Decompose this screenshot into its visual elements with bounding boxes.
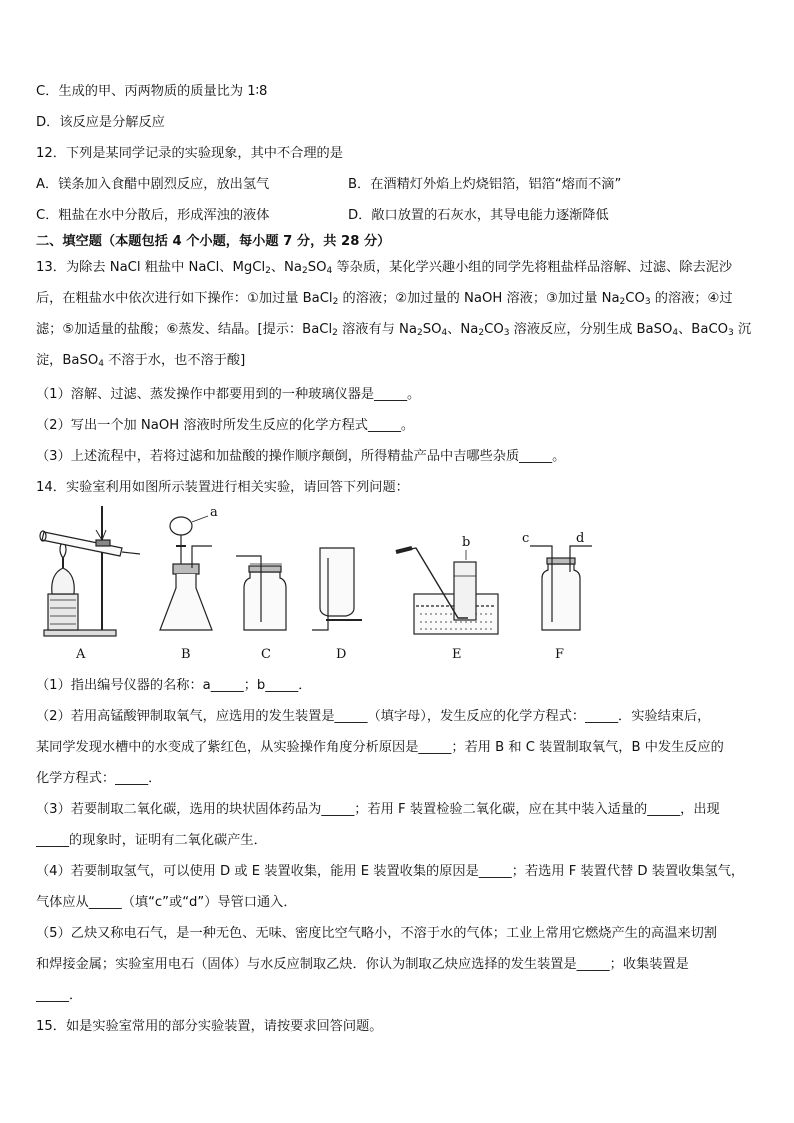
q14-part-5-line-2: 和焊接金属；实验室用电石（固体）与水反应制取乙炔．你认为制取乙炔应选择的发生装置是_____；收集装置是 xyxy=(36,957,689,972)
q15-stem: 15．如是实验室常用的部分实验装置，请按要求回答问题。 xyxy=(36,1019,383,1034)
text: 、Na xyxy=(270,260,302,275)
stopper-b xyxy=(173,564,199,574)
stand-base xyxy=(44,630,116,636)
caption-c: C xyxy=(261,647,271,662)
q13-part-2: （2）写出一个加 NaOH 溶液时所发生反应的化学方程式_____。 xyxy=(36,418,415,433)
apparatus-diagram xyxy=(36,502,656,672)
text: 沉 xyxy=(733,322,752,337)
q12-options-ab xyxy=(36,175,766,195)
q12-stem: 12．下列是某同学记录的实验现象，其中不合理的是 xyxy=(36,146,343,161)
q12-option-a: A．镁条加入食醋中剧烈反应，放出氢气 xyxy=(36,177,270,192)
conical-flask xyxy=(160,574,212,630)
subscript: 3 xyxy=(503,328,510,338)
q14-part-4-line-2: 气体应从_____（填“c”或“d”）导管口通入． xyxy=(36,895,297,910)
subscript: 3 xyxy=(644,297,651,307)
text: 后，在粗盐水中依次进行如下操作：①加过量 BaCl xyxy=(36,291,333,306)
caption-a: A xyxy=(76,647,86,662)
subscript: 2 xyxy=(478,328,485,338)
delivery-tube-a xyxy=(122,552,140,554)
q14-part-4-line-1: （4）若要制取氢气，可以使用 D 或 E 装置收集，能用 E 装置收集的原因是_____；若选用 F 装置代替 D 装置收集氢气， xyxy=(36,864,745,879)
apparatus-b xyxy=(160,516,212,630)
apparatus-c xyxy=(236,556,286,630)
inverted-bottle-e xyxy=(454,562,476,620)
text: CO xyxy=(625,291,645,306)
label-a-pointer xyxy=(192,516,208,522)
subscript: 4 xyxy=(98,359,104,369)
subscript: 4 xyxy=(326,266,333,276)
q14-part-2-line-3: 化学方程式：_____． xyxy=(36,771,162,786)
subscript: 2 xyxy=(332,297,339,307)
subscript: 4 xyxy=(672,328,679,338)
apparatus-f xyxy=(530,546,592,630)
text: 、BaCO xyxy=(678,322,729,337)
caption-b: B xyxy=(181,647,191,662)
q14-part-2-line-2: 某同学发现水槽中的水变成了紫红色，从实验操作角度分析原因是_____；若用 B 和 C 装置制取氧气，B 中发生反应的 xyxy=(36,740,724,755)
subscript: 2 xyxy=(265,266,271,276)
section-title-fill-in: 二、填空题（本题包括 4 个小题，每小题 7 分，共 28 分） xyxy=(36,234,391,249)
label-c: c xyxy=(522,531,530,546)
alcohol-lamp xyxy=(52,568,75,594)
text: SO xyxy=(307,260,327,275)
stopper-f xyxy=(547,558,575,564)
label-d: d xyxy=(576,531,585,546)
q13-line-2 xyxy=(36,289,766,309)
label-b: b xyxy=(462,535,471,550)
q13-part-3: （3）上述流程中，若将过滤和加盐酸的操作顺序颠倒，所得精盐产品中吉哪些杂质_____。 xyxy=(36,449,566,464)
apparatus-e xyxy=(396,548,498,634)
q11-option-d: D．该反应是分解反应 xyxy=(36,115,165,130)
text: 的溶液；②加过量的 NaOH 溶液；③加过量 Na xyxy=(338,291,620,306)
q12-option-b: B．在酒精灯外焰上灼烧铝箔，铝箔“熔而不滴” xyxy=(348,177,622,192)
q14-part-5-line-3: _____． xyxy=(36,988,83,1003)
subscript: 3 xyxy=(728,328,734,338)
q12-option-d: D．敞口放置的石灰水，其导电能力逐渐降低 xyxy=(348,208,609,223)
subscript: 2 xyxy=(619,297,626,307)
q12-option-c: C．粗盐在水中分散后，形成浑浊的液体 xyxy=(36,208,270,223)
funnel-bulb xyxy=(170,517,192,535)
wooden-block xyxy=(48,594,78,630)
text: 滤；⑤加适量的盐酸；⑥蒸发、结晶。[提示：BaCl xyxy=(36,322,333,337)
gas-bottle-c xyxy=(244,572,286,630)
rubber-tube-e xyxy=(396,548,412,552)
subscript: 2 xyxy=(332,328,338,338)
caption-e: E xyxy=(452,647,462,662)
gas-bottle-d xyxy=(320,548,354,616)
text: 、Na xyxy=(447,322,479,337)
subscript: 2 xyxy=(302,266,308,276)
q13-line-1 xyxy=(36,258,766,278)
q12-options-cd xyxy=(36,206,766,226)
q14-part-3-line-2: _____的现象时，证明有二氧化碳产生． xyxy=(36,833,267,848)
label-a: a xyxy=(210,505,218,520)
text: 溶液反应，分别生成 BaSO xyxy=(509,322,673,337)
apparatus-d xyxy=(312,548,362,630)
q13-line-3 xyxy=(36,320,766,340)
text: SO xyxy=(422,322,442,337)
text: 等杂质，某化学兴趣小组的同学先将粗盐样品溶解、过滤、除去泥沙 xyxy=(332,260,733,275)
text: CO xyxy=(484,322,504,337)
q14-stem: 14．实验室利用如图所示装置进行相关实验，请回答下列问题： xyxy=(36,480,409,495)
subscript: 2 xyxy=(417,328,423,338)
text: 13．为除去 NaCl 粗盐中 NaCl、MgCl xyxy=(36,260,266,275)
text: 不溶于水，也不溶于酸] xyxy=(104,353,246,368)
subscript: 4 xyxy=(441,328,448,338)
caption-f: F xyxy=(555,647,565,662)
q14-part-1: （1）指出编号仪器的名称：a_____；b_____． xyxy=(36,678,312,693)
q14-part-2-line-1: （2）若用高锰酸钾制取氧气，应选用的发生装置是_____（填字母），发生反应的化学方程式：_____．实验结束后， xyxy=(36,709,711,724)
clamp xyxy=(96,540,110,546)
text: 的溶液；④过 xyxy=(650,291,733,306)
q13-line-4 xyxy=(36,351,766,371)
text: 溶液有与 Na xyxy=(337,322,417,337)
gas-bottle-f xyxy=(542,564,580,630)
caption-d: D xyxy=(336,647,347,662)
q14-part-5-line-1: （5）乙炔又称电石气，是一种无色、无味、密度比空气略小，不溶于水的气体；工业上常用它燃烧产生的高温来切割 xyxy=(36,926,717,941)
apparatus-a xyxy=(40,506,140,636)
stopper-c xyxy=(249,566,281,572)
q13-part-1: （1）溶解、过滤、蒸发操作中都要用到的一种玻璃仪器是_____。 xyxy=(36,387,421,402)
text: 淀，BaSO xyxy=(36,353,99,368)
q14-part-3-line-1: （3）若要制取二氧化碳，选用的块状固体药品为_____；若用 F 装置检验二氧化碳，应在其中装入适量的_____，出现 xyxy=(36,802,720,817)
q11-option-c: C．生成的甲、丙两物质的质量比为 1∶8 xyxy=(36,84,268,99)
